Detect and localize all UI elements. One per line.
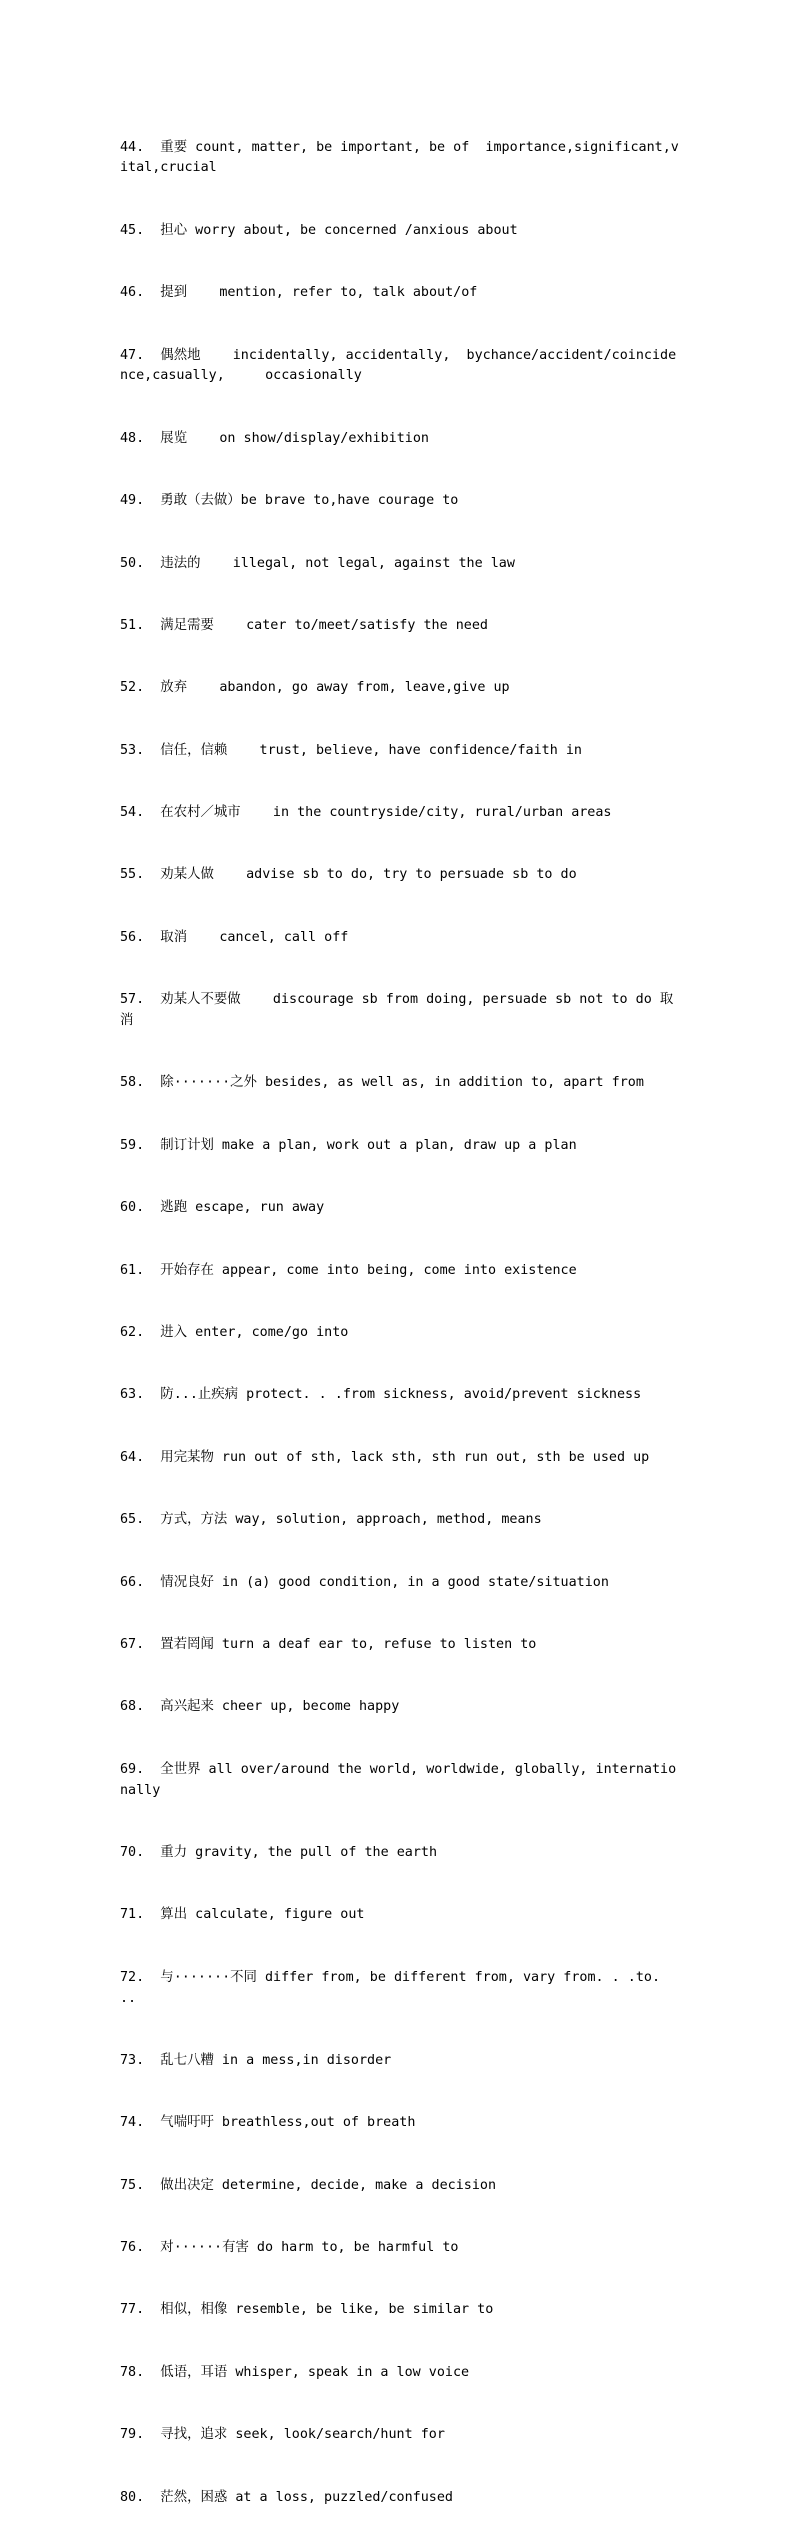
- list-item: 68. 高兴起来 cheer up, become happy: [120, 1699, 400, 1715]
- list-item: 55. 劝某人做 advise sb to do, try to persuade sb to do: [120, 867, 577, 883]
- list-item: 62. 进入 enter, come/go into: [120, 1325, 349, 1341]
- vocabulary-list: [120, 96, 680, 2529]
- list-item: 65. 方式，方法 way, solution, approach, method, means: [120, 1512, 542, 1528]
- list-item: 75. 做出决定 determine, decide, make a decision: [120, 2177, 497, 2193]
- list-item: 79. 寻找，追求 seek, look/search/hunt for: [120, 2427, 445, 2443]
- list-item: 53. 信任，信赖 trust, believe, have confidence/faith in: [120, 742, 582, 758]
- list-item: 80. 茫然，困惑 at a loss, puzzled/confused: [120, 2489, 453, 2505]
- list-item: 47. 偶然地 incidentally, accidentally, bychance/accident/coincidence,casually, occasionally: [120, 347, 677, 384]
- list-item: 51. 满足需要 cater to/meet/satisfy the need: [120, 617, 488, 633]
- list-item: 64. 用完某物 run out of sth, lack sth, sth run out, sth be used up: [120, 1449, 650, 1465]
- list-item: 52. 放弃 abandon, go away from, leave,give up: [120, 680, 510, 696]
- list-item: 70. 重力 gravity, the pull of the earth: [120, 1844, 438, 1860]
- list-item: 56. 取消 cancel, call off: [120, 929, 349, 945]
- list-item: 69. 全世界 all over/around the world, worldwide, globally, internationally: [120, 1761, 677, 1798]
- list-item: 78. 低语，耳语 whisper, speak in a low voice: [120, 2364, 470, 2380]
- list-item: 44. 重要 count, matter, be important, be of importance,significant,vital,crucial: [120, 139, 679, 176]
- list-item: 54. 在农村／城市 in the countryside/city, rural/urban areas: [120, 805, 612, 821]
- list-item: 71. 算出 calculate, figure out: [120, 1907, 365, 1923]
- list-item: 46. 提到 mention, refer to, talk about/of: [120, 285, 478, 301]
- list-item: 67. 置若罔闻 turn a deaf ear to, refuse to listen to: [120, 1636, 537, 1652]
- list-item: 63. 防...止疾病 protect. . .from sickness, avoid/prevent sickness: [120, 1387, 642, 1403]
- list-item: 61. 开始存在 appear, come into being, come into existence: [120, 1262, 577, 1278]
- list-item: 74. 气喘吁吁 breathless,out of breath: [120, 2115, 416, 2131]
- list-item: 49. 勇敢（去做）be brave to,have courage to: [120, 493, 459, 509]
- list-item: 72. 与·······不同 differ from, be different from, vary from. . .to. ..: [120, 1969, 669, 2006]
- list-item: 48. 展览 on show/display/exhibition: [120, 430, 429, 446]
- list-item: 66. 情况良好 in (a) good condition, in a good state/situation: [120, 1574, 609, 1590]
- list-item: 57. 劝某人不要做 discourage sb from doing, persuade sb not to do 取消: [120, 992, 674, 1029]
- list-item: 58. 除·······之外 besides, as well as, in addition to, apart from: [120, 1075, 644, 1091]
- list-item: 60. 逃跑 escape, run away: [120, 1200, 325, 1216]
- list-item: 59. 制订计划 make a plan, work out a plan, draw up a plan: [120, 1137, 577, 1153]
- list-item: 76. 对······有害 do harm to, be harmful to: [120, 2240, 459, 2256]
- list-item: 77. 相似，相像 resemble, be like, be similar to: [120, 2302, 494, 2318]
- list-item: 73. 乱七八糟 in a mess,in disorder: [120, 2052, 392, 2068]
- list-item: 45. 担心 worry about, be concerned /anxious about: [120, 222, 518, 238]
- list-item: 50. 违法的 illegal, not legal, against the law: [120, 555, 515, 571]
